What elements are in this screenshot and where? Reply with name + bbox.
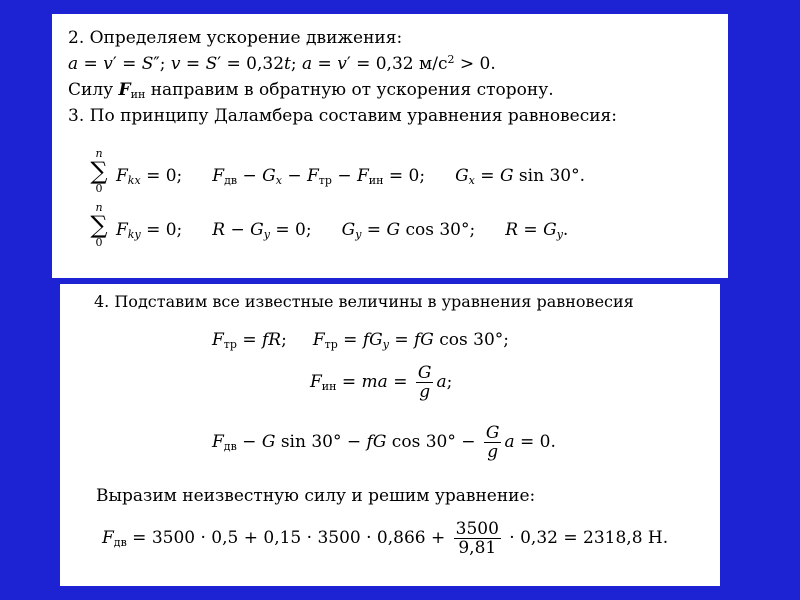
step3-heading: 3. По принципу Даламбера составим уравнения равновесия: bbox=[68, 106, 617, 126]
solve-heading: Выразим неизвестную силу и решим уравнение: bbox=[96, 486, 536, 506]
fraction-3500-over-981: $\frac{3500}{9,81}$ bbox=[455, 519, 499, 558]
summation-symbol-2: n ∑ 0 bbox=[90, 201, 108, 249]
driving-force-equation: $F_{дв} - G$ sin 30° − fG cos 30° − $\frac{G}{g}$ a = 0. bbox=[212, 423, 556, 462]
equilibrium-equation-x: $F_{kx} = 0$; $F_{дв} - G_x - F_{тр} - F_{ин} = 0$; $G_x = G$ sin 30°. bbox=[116, 166, 585, 187]
summation-symbol-1: n ∑ 0 bbox=[90, 147, 108, 195]
equilibrium-equation-y: $F_{ky} = 0$; $R - G_y = 0$; $G_y = G$ cos 30°; $R = G_y$. bbox=[116, 220, 569, 241]
fraction-g-over-g: $\frac{G}{g}$ bbox=[417, 363, 432, 402]
step4-heading: 4. Подставим все известные величины в уравнения равновесия bbox=[94, 292, 634, 311]
friction-force-equation: $F_{тр}$ = fR; $F_{тр} = fG_y$ = fG cos 30°; bbox=[212, 330, 510, 351]
final-result-equation: $F_{дв} = 3500 \cdot 0,5 + 0,15 \cdot 3500 \cdot 0,866$ + $\frac{3500}{9,81}$ · 0,32 = 2318,8 Н. bbox=[102, 519, 669, 558]
step2-heading: 2. Определяем ускорение движения: bbox=[68, 28, 403, 48]
fraction-g-over-g-2: $\frac{G}{g}$ bbox=[485, 423, 500, 462]
inertia-force-equation: $F_{ин}$ = ma = $\frac{G}{g}$ a; bbox=[310, 363, 453, 402]
inertia-force-direction: Силу $F_{ин}$ направим в обратную от ускорения сторону. bbox=[68, 80, 554, 101]
acceleration-formula: a = v′ = S″; v = S′ = 0,32t; a = v′ = 0,32 $м/с^2 > 0$. bbox=[68, 53, 496, 74]
slide-card-top bbox=[52, 14, 728, 278]
slide-card-bottom bbox=[60, 284, 720, 586]
